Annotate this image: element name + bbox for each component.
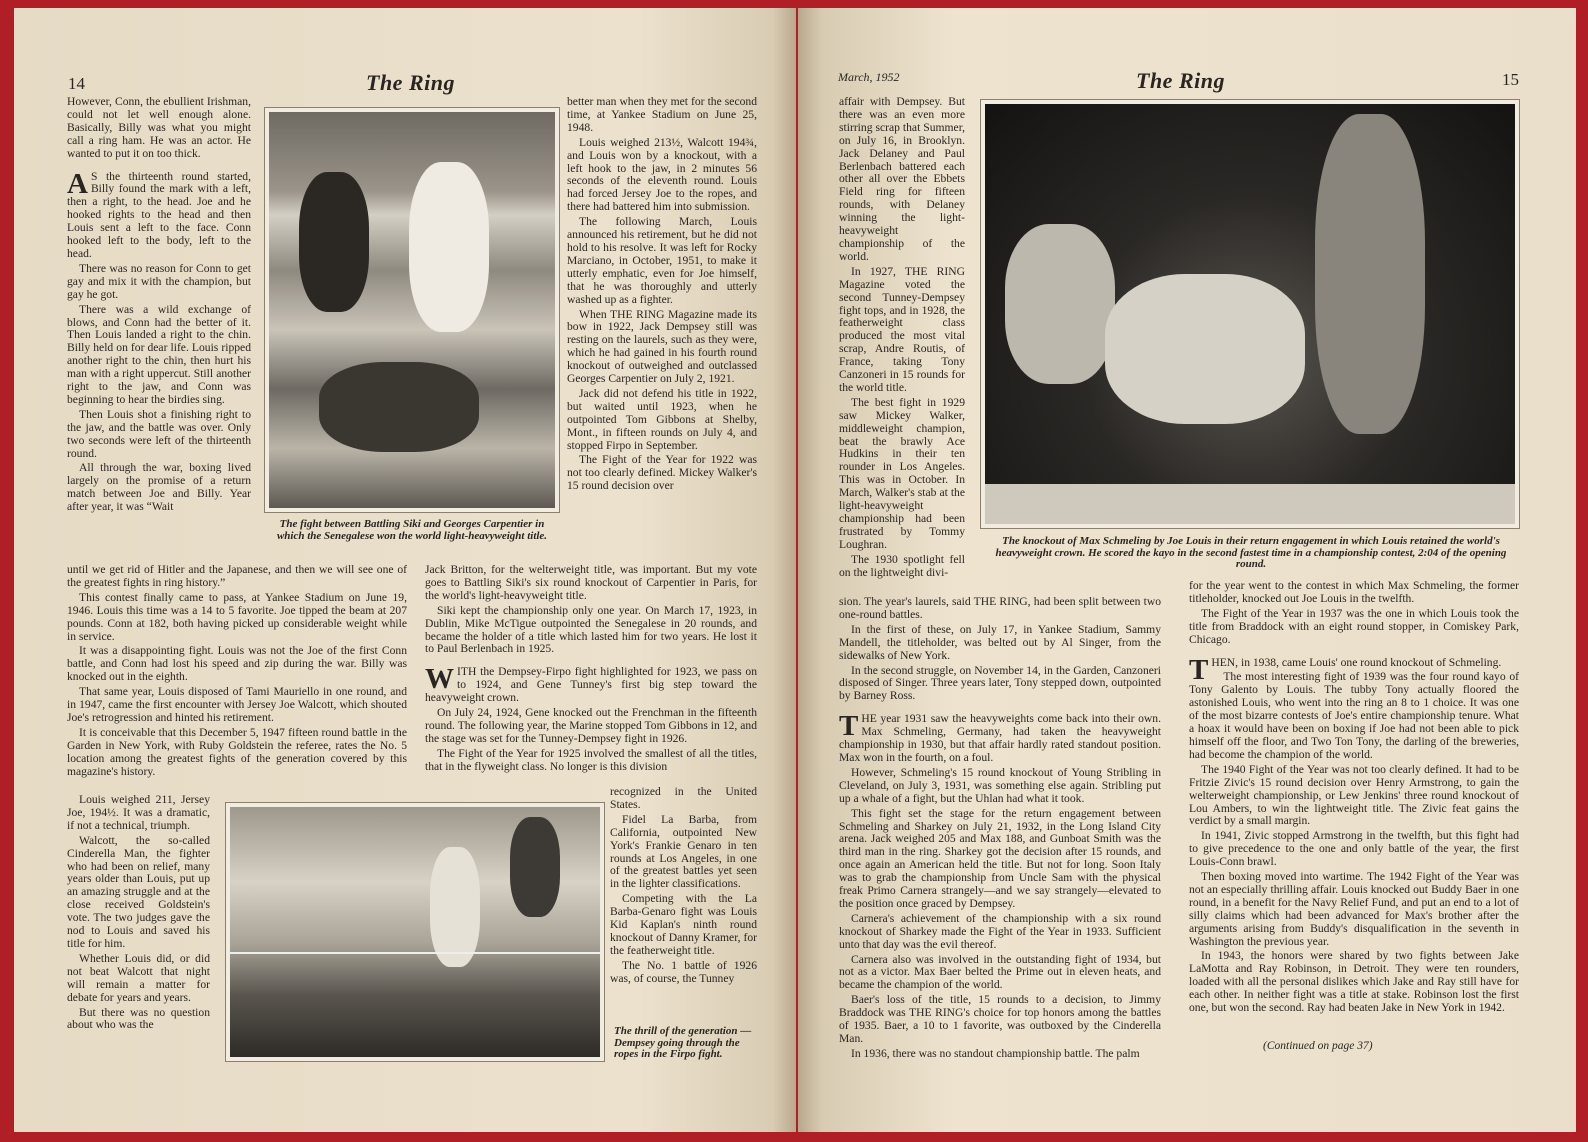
paragraph <box>67 794 210 833</box>
paragraph <box>67 409 251 461</box>
paragraph <box>425 748 757 774</box>
paragraph-text: Siki kept the championship only one year. On March 17, 1923, in Dublin, Mike McTigue outpointed the Senegalese in 20 rounds, and became the holder of a title which lasted him for two years. He lost it to Paul Berlenbach in 1925. <box>425 603 757 656</box>
paragraph <box>1189 580 1519 606</box>
paragraph <box>1189 608 1519 647</box>
photo-siki-carpentier <box>265 108 559 512</box>
paragraph <box>839 554 965 580</box>
paragraph <box>425 707 757 746</box>
paragraph-text: However, Schmeling's 15 round knockout of Young Stribling in Cleveland, on July 3, 1931, was something else again. Stribling put up a whale of a fight, but the Uhlan had what it took. <box>839 765 1161 805</box>
paragraph <box>1189 950 1519 1015</box>
paragraph-text: In 1927, THE RING Magazine voted the second Tunney-Dempsey fight tops, and in 1928, the featherweight class produced the most vital scrap, Andre Routis, of France, taking Tony Canzoneri in 15 rounds for the world title. <box>839 264 965 394</box>
paragraph-text: Then boxing moved into wartime. The 1942 Fight of the Year was not an especially thrilling affair. Louis knocked out Buddy Baer in one round, in a benefit for the Navy Relief Fund, and put an end to a lot of silly claims which had been advanced for Max's brother after the arguments arising from Buddy's disqualification in the seventh in Washington the previous year. <box>1189 870 1519 948</box>
page-number: 15 <box>1502 70 1519 89</box>
paragraph <box>425 564 757 603</box>
paragraph <box>567 454 757 493</box>
paragraph <box>67 263 251 302</box>
paragraph <box>67 564 407 590</box>
paragraph <box>67 1007 210 1033</box>
paragraph-text: Louis weighed 213½, Walcott 194¾, and Louis won by a knockout, with a left hook to the jaw, in 2 minutes 56 seconds of the eleventh round. Louis had forced Jersey Joe to the ropes, and there had battered him into submission. <box>567 135 757 214</box>
paragraph <box>67 96 251 161</box>
paragraph <box>839 624 1161 663</box>
paragraph-text: The Fight of the Year for 1922 was not too clearly defined. Mickey Walker's 15 round decision over <box>567 453 757 493</box>
paragraph <box>67 953 210 1005</box>
paragraph-text: However, Conn, the ebullient Irishman, could not let well enough alone. Basically, Billy was what you might call a ring ham. He was an actor. He wanted to put it on too thick. <box>67 96 251 160</box>
paragraph-text: S the thirteenth round started, Billy found the mark with a left, then a right, to the head. Joe and he hooked rights to the head and then Louis sent a left to the face. Conn hooked left to the body, left to the head. <box>67 169 251 260</box>
paragraph <box>67 645 407 684</box>
paragraph-text: Fidel La Barba, from California, outpointed New York's Frankie Genaro in ten rounds at Los Angeles, in one of the greatest battles yet seen in the lighter classifications. <box>610 812 757 891</box>
paragraph-text: recognized in the United States. <box>610 786 757 811</box>
article-column <box>839 96 965 596</box>
paragraph-text: This contest finally came to pass, at Yankee Stadium on June 19, 1946. Louis this time was a 14 to 5 favorite. Joe tipped the beam at 207 pounds. Conn at 182, both having picked up considerable weight while in service. <box>67 590 407 643</box>
paragraph-text: On July 24, 1924, Gene knocked out the Frenchman in the fifteenth round. The following year, the Marine stopped Tom Gibbons in 12, and the stage was set for the Tunney-Dempsey fight in 1926. <box>425 706 757 745</box>
paragraph-text: for the year went to the contest in which Max Schmeling, the former titleholder, knocked out Joe Louis in the twelfth. <box>1189 580 1519 605</box>
paragraph-text: Baer's loss of the title, 15 rounds to a decision, to Jimmy Braddock was THE RING's choice for top honors among the battles of 1935. Baer, a 10 to 1 favorite, was outboxed by the Cinderella Man. <box>839 993 1161 1045</box>
paragraph <box>567 216 757 306</box>
paragraph <box>1189 653 1519 686</box>
issue-date: March, 1952 <box>838 70 900 84</box>
paragraph <box>610 960 757 986</box>
article-column <box>567 96 757 564</box>
paragraph-text: ITH the Dempsey-Firpo fight highlighted for 1923, we pass on to 1924, and Gene Tunney's first big step toward the heavyweight crown. <box>425 665 757 705</box>
paragraph-text: The Fight of the Year in 1937 was the one in which Louis took the title from Braddock with an eight round stopper, in Comiskey Park, Chicago. <box>1189 606 1519 646</box>
photo-caption: The knockout of Max Schmeling by Joe Louis in their return engagement in which Louis retained the world's heavyweight crown. He scored the kayo in the second fastest time in a championship contest, 2:04 of the opening round. <box>995 535 1507 571</box>
paragraph <box>839 596 1161 622</box>
paragraph <box>839 96 965 264</box>
paragraph <box>567 309 757 386</box>
paragraph-text: It was a disappointing fight. Louis was not the Joe of the first Conn battle, and Conn had lost his speed and zip during the war. Billy was knocked out in the eighth. <box>67 644 407 684</box>
paragraph <box>610 814 757 891</box>
paragraph <box>67 304 251 407</box>
paragraph <box>425 605 757 657</box>
paragraph <box>425 663 757 705</box>
left-page <box>14 8 796 1132</box>
continued-note: (Continued on page 37) <box>1263 1040 1373 1052</box>
article-column <box>67 96 251 564</box>
paragraph-text: In the second struggle, on November 14, in the Garden, Canzoneri disposed of Singer. Three years later, Tony stepped down, outpointed by Barney Ross. <box>839 663 1161 703</box>
paragraph <box>67 592 407 644</box>
paragraph <box>67 835 210 951</box>
article-column <box>610 786 757 1011</box>
paragraph-text: In 1936, there was no standout championship battle. The palm <box>851 1046 1140 1060</box>
article-column <box>67 564 407 794</box>
paragraph <box>839 397 965 552</box>
paragraph-text: Louis weighed 211, Jersey Joe, 194½. It was a dramatic, if not a technical, triumph. <box>67 794 210 832</box>
paragraph <box>839 808 1161 911</box>
paragraph <box>567 96 757 135</box>
paragraph <box>839 1048 1161 1061</box>
paragraph-text: Carnera also was involved in the outstanding fight of 1934, but not as a victor. Max Baer belted the Prime out in eleven heats, and became the champion of the world. <box>839 952 1161 992</box>
article-column <box>839 596 1161 1061</box>
paragraph-text: until we get rid of Hitler and the Japanese, and then we will see one of the greatest fights in ring history.” <box>67 564 407 589</box>
paragraph-text: The No. 1 battle of 1926 was, of course, the Tunney <box>610 958 757 985</box>
paragraph-text: The Fight of the Year for 1925 involved the smallest of all the titles, that in the flyweight class. No longer is this division <box>425 746 757 773</box>
paragraph <box>1189 671 1519 761</box>
paragraph-text: The 1930 spotlight fell on the lightweight divi- <box>839 552 965 579</box>
paragraph <box>839 266 965 395</box>
photo-louis-schmeling <box>981 100 1519 528</box>
paragraph <box>610 893 757 958</box>
paragraph-text: In the first of these, on July 17, in Yankee Stadium, Sammy Mandell, the titleholder, was belted out by Al Singer, from the sidewalks of New York. <box>839 622 1161 662</box>
paragraph-text: affair with Dempsey. But there was an even more stirring scrap that Summer, on July 16, in Brooklyn. Jack Delaney and Paul Berlenbach battered each other all over the Ebbets Field ring for fifteen rounds, with Delaney winning the light-heavyweight championship of the world. <box>839 96 965 263</box>
paragraph-text: Then Louis shot a finishing right to the jaw, and the battle was over. Only two seconds were left of the thirteenth round. <box>67 407 251 460</box>
paragraph-text: Whether Louis did, or did not beat Walcott that night will remain a matter for debate for years and years. <box>67 951 210 1004</box>
photo-caption: The fight between Battling Siki and Georges Carpentier in which the Senegalese won the world light-heavyweight title. <box>276 518 548 542</box>
drop-cap: T <box>1189 653 1209 686</box>
drop-cap: T <box>839 710 859 743</box>
paragraph <box>1189 830 1519 869</box>
paragraph-text: Jack did not defend his title in 1922, but waited until 1923, when he outpointed Tom Gibbons at Shelby, Mont., in fifteen rounds on July 4, and stopped Firpo in September. <box>567 386 757 452</box>
paragraph-text: Competing with the La Barba-Genaro fight was Louis Kid Kaplan's ninth round knockout of Danny Kramer, for the featherweight title. <box>610 892 757 957</box>
paragraph-text: HEN, in 1938, came Louis' one round knockout of Schmeling. <box>1211 655 1502 669</box>
article-column <box>1189 580 1519 1035</box>
paragraph-text: HE year 1931 saw the heavyweights come back into their own. Max Schmeling, Germany, had taken the heavyweight championship in 1930, but that affair hardly rated standout position. Max won in the fourth, on a foul. <box>839 712 1161 764</box>
paragraph-text: That same year, Louis disposed of Tami Mauriello in one round, and in 1947, came the first encounter with Jersey Joe Walcott, which shouted Joe's retrogression and hinted his retirement. <box>67 685 407 724</box>
paragraph <box>839 767 1161 806</box>
paragraph-text: When THE RING Magazine made its bow in 1922, Jack Dempsey still was resting on the laurels, such as they were, which he had gained in his fourth round knockout of outweighed and outclassed Georges Carpentier on July 2, 1921. <box>567 307 757 386</box>
paragraph-text: better man when they met for the second time, at Yankee Stadium on June 25, 1948. <box>567 96 757 134</box>
paragraph-text: The 1940 Fight of the Year was not too clearly defined. It had to be Fritzie Zivic's 15 round decision over Henry Armstrong, to gain the welterweight championship, or Lew Jenkins' three round knockout of Lou Ambers, to win the lightweight title. The Zivic feat gains the verdict by a small margin. <box>1189 762 1519 828</box>
paragraph-text: But there was no question about who was the <box>67 1005 210 1032</box>
paragraph-text: The most interesting fight of 1939 was the four round kayo of Tony Galento by Louis. The tubby Tony actually floored the astonished Louis, who went into the ring an 8 to 1 choice. It was one of the most bizarre contests of Joe's entire championship tenure. What a hoax it would have been on boxing if Joe had not been able to pick himself off the floor, and Two Ton Tony, the darling of the breweries, had become the champion of the world. <box>1189 670 1519 761</box>
paragraph <box>567 137 757 214</box>
right-page <box>798 8 1576 1132</box>
article-column <box>67 794 210 1074</box>
drop-cap: A <box>67 167 88 200</box>
paragraph-text: The following March, Louis announced his retirement, but he did not hold to his resolve. It was left for Rocky Marciano, in October, 1951, to make it utterly emphatic, even for Joe himself, that he was thoroughly and utterly washed up as a fighter. <box>567 215 757 306</box>
paragraph <box>839 710 1161 765</box>
paragraph <box>1189 764 1519 829</box>
paragraph-text: In 1941, Zivic stopped Armstrong in the twelfth, but this fight had to give precedence to the one and only battle of the year, the first Louis-Conn brawl. <box>1189 829 1519 869</box>
paragraph <box>839 913 1161 952</box>
paragraph-text: It is conceivable that this December 5, 1947 fifteen round battle in the Garden in New York, with Ruby Goldstein the referee, rates the No. 5 location among the greatest fights of the generation covered by this magazine's history. <box>67 725 407 778</box>
page-number: 14 <box>68 74 85 93</box>
paragraph <box>67 686 407 725</box>
photo-caption: The thrill of the generation —Dempsey going through the ropes in the Firpo fight. <box>614 1025 752 1061</box>
paragraph-text: In 1943, the honors were shared by two fights between Jake LaMotta and Ray Robinson, in Detroit. They were ten rounders, loaded with all the personal dislikes which Jake and Ray still have for each other. In neither fight was a title at stake. Robinson lost the first one, but won the second. Ray had beaten Jake in New York in 1942. <box>1189 949 1519 1015</box>
paragraph <box>67 167 251 261</box>
paragraph-text: There was no reason for Conn to get gay and mix it with the champion, but gay he got. <box>67 261 251 301</box>
paragraph <box>1189 871 1519 948</box>
paragraph-text: Walcott, the so-called Cinderella Man, the fighter who had been on relief, many years older than Louis, put up an amazing struggle and at the close received Goldstein's vote. The two judges gave the nod to Louis and saved his title for him. <box>67 833 210 950</box>
paragraph <box>67 727 407 779</box>
paragraph-text: Carnera's achievement of the championship with a six round knockout of Sharkey made the Fight of the Year in 1933. Sufficient unto that day was the evil thereof. <box>839 911 1161 951</box>
paragraph <box>839 994 1161 1046</box>
paragraph <box>610 786 757 812</box>
paragraph-text: The best fight in 1929 saw Mickey Walker, middleweight champion, beat the brawly Ace Hudkins in their ten rounder in Los Angeles. This was in October. In March, Walker's stab at the light-heavyweight championship had been frustrated by Tommy Loughran. <box>839 395 965 551</box>
paragraph <box>839 954 1161 993</box>
paragraph-text: All through the war, boxing lived largely on the promise of a return match between Joe and Billy. Year after year, it was “Wait <box>67 461 251 514</box>
masthead: The Ring <box>1136 68 1225 93</box>
paragraph-text: There was a wild exchange of blows, and Conn had the better of it. Then Louis landed a right to the chin. Billy held on for dear life. Louis ripped another right to the chin, then hurt his man with a right uppercut. Still another right to the jaw, and Conn was beginning to hear the birdies sing. <box>67 302 251 406</box>
masthead: The Ring <box>366 70 455 95</box>
paragraph <box>839 665 1161 704</box>
paragraph-text: This fight set the stage for the return engagement between Schmeling and Sharkey on July 21, 1932, in the Long Island City arena. Jack weighed 205 and Max 188, and Gunboat Smith was the third man in the ring. Sharkey got the decision after 15 rounds, and once again an American held the title. But not for long. Soon Italy was to grab the championship from Uncle Sam with the physical freak Primo Carnera strangely—and we say strangely—elevated to the position once graced by Dempsey. <box>839 806 1161 910</box>
paragraph-text: Jack Britton, for the welterweight title, was important. But my vote goes to Battling Siki's six round knockout of Carpentier in Paris, for the world's light-heavyweight title. <box>425 564 757 602</box>
paragraph <box>567 388 757 453</box>
drop-cap: W <box>425 663 454 696</box>
paragraph <box>67 462 251 514</box>
photo-dempsey-firpo <box>226 803 604 1061</box>
article-column <box>425 564 757 789</box>
paragraph-text: sion. The year's laurels, said THE RING, had been split between two one-round battles. <box>839 596 1161 621</box>
